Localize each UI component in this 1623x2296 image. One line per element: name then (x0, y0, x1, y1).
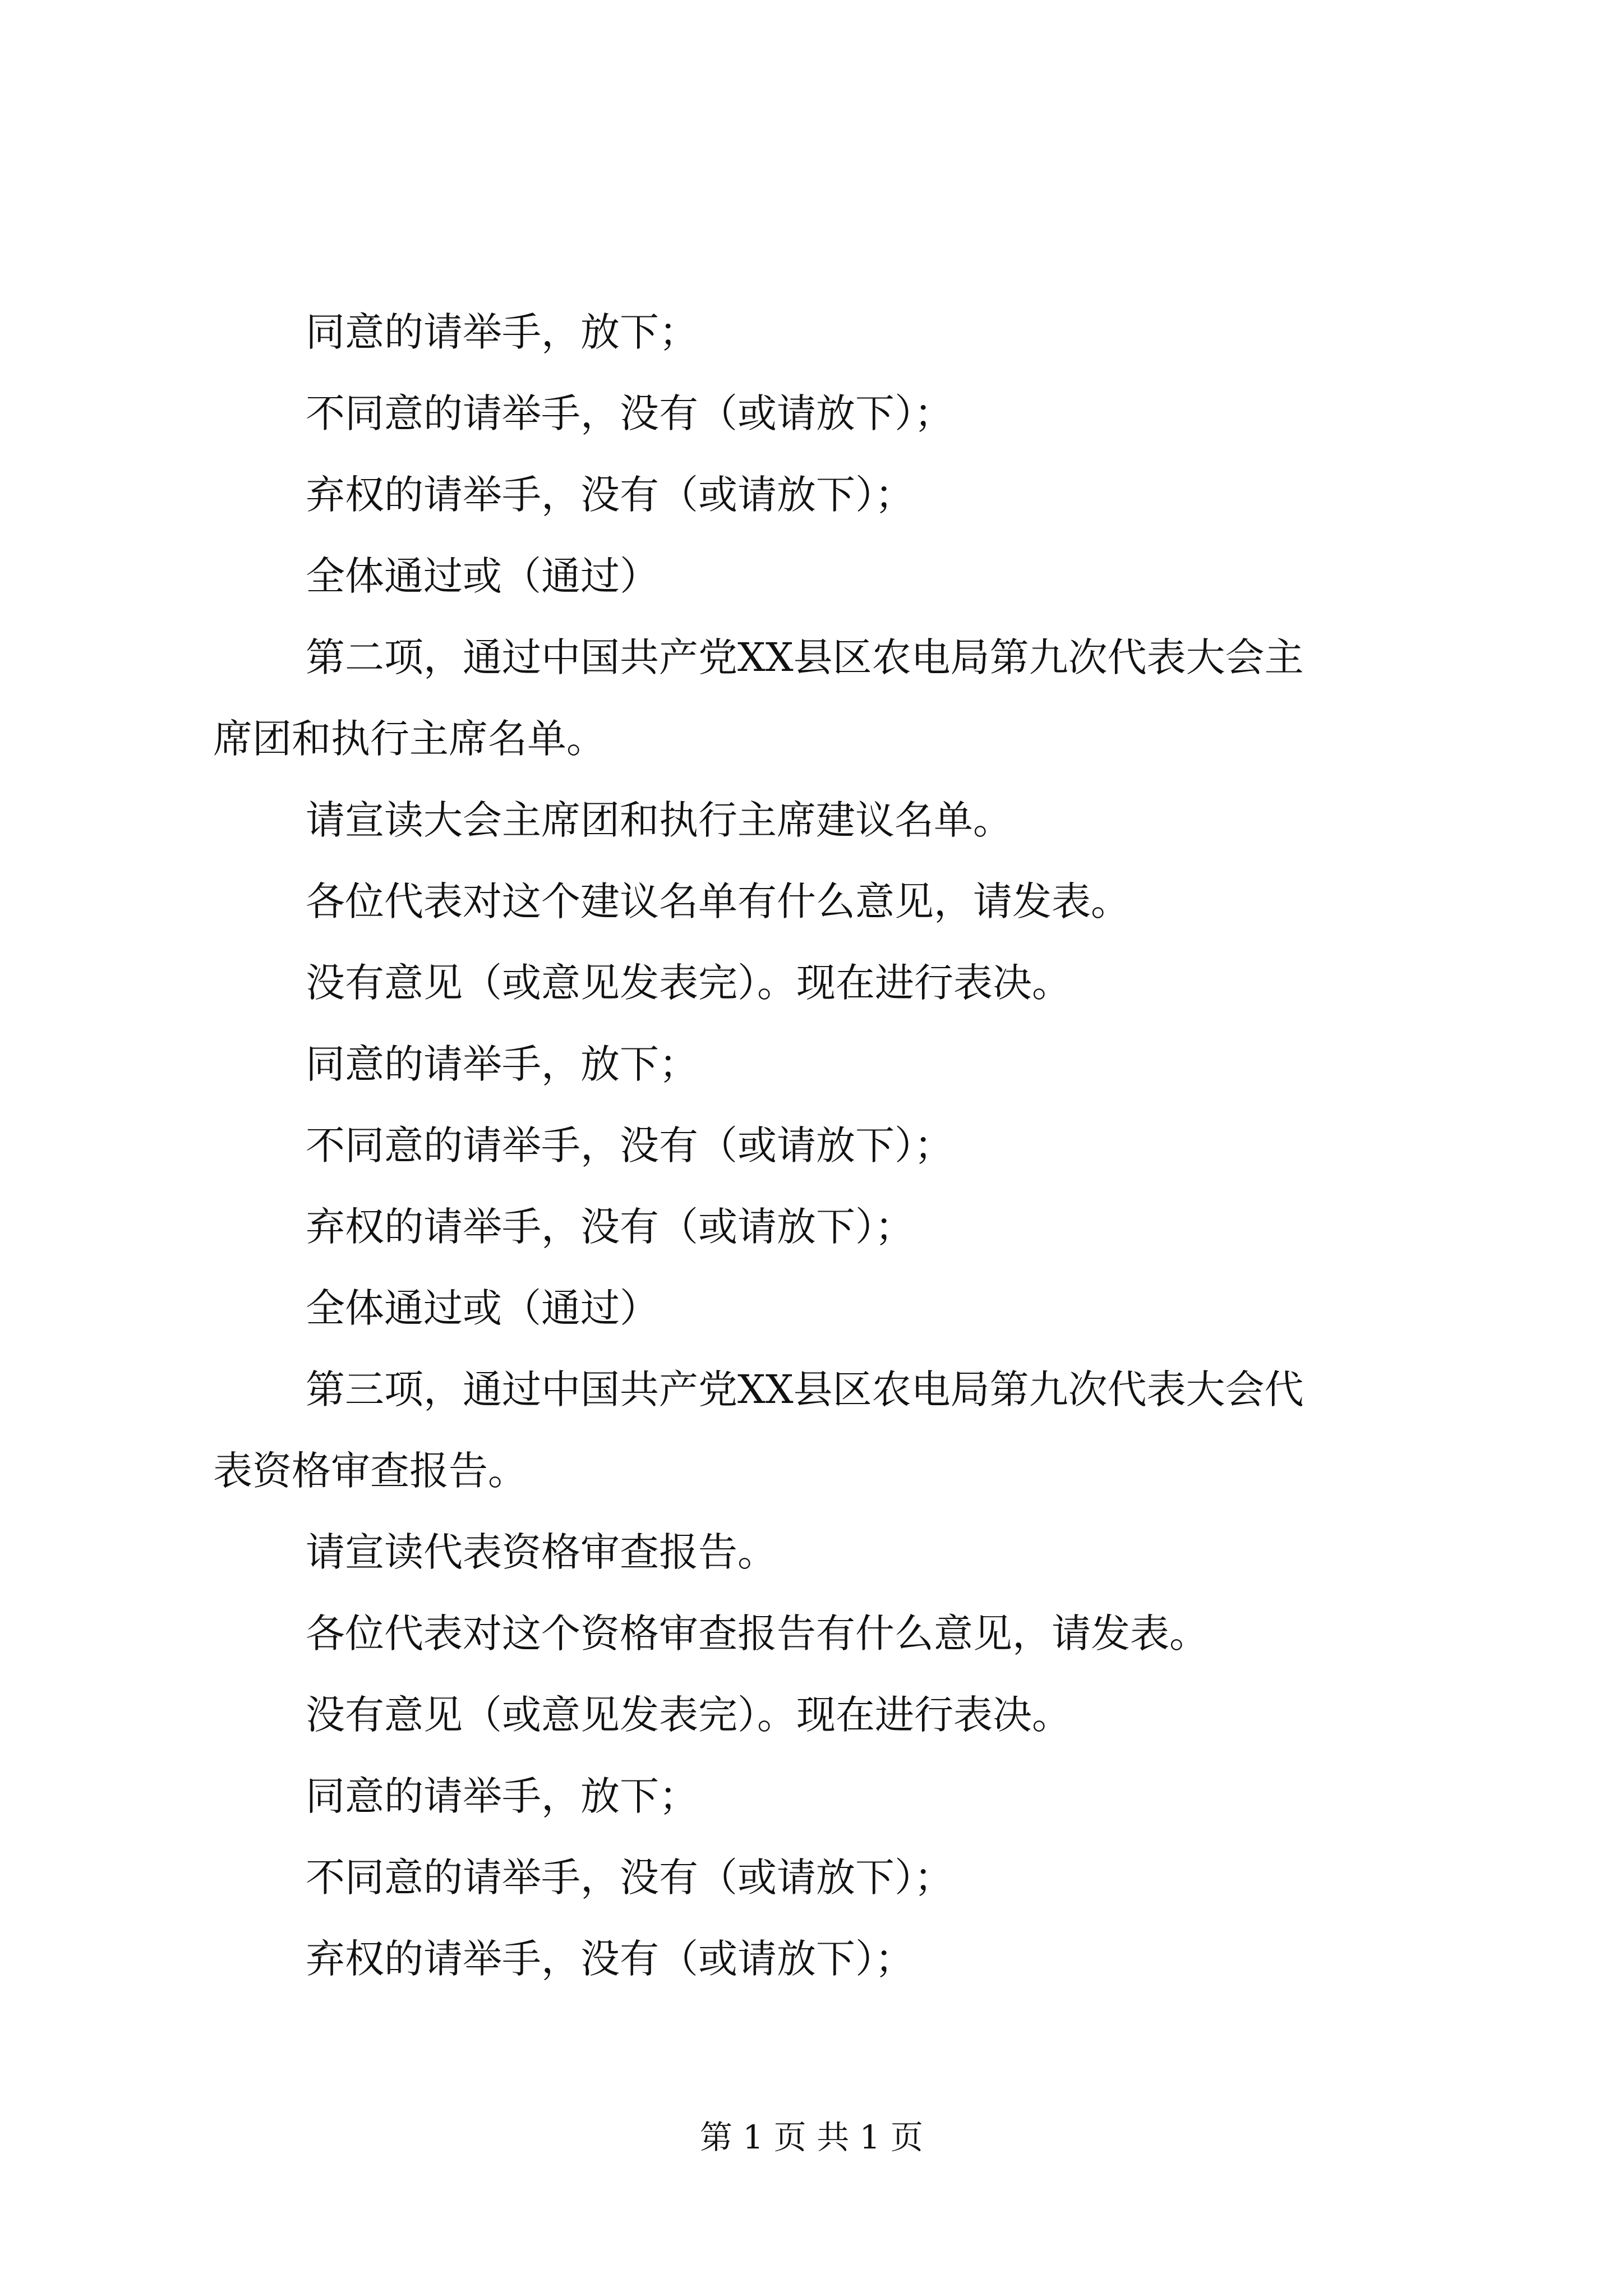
document-line: 全体通过或（通过） (306, 553, 659, 599)
document-line: 不同意的请举手，没有（或请放下）； (306, 1855, 953, 1901)
document-line: 请宣读大会主席团和执行主席建议名单。 (306, 797, 1012, 843)
document-line: 全体通过或（通过） (306, 1285, 659, 1331)
document-line: 不同意的请举手，没有（或请放下）； (306, 1122, 953, 1168)
document-body (213, 292, 1430, 2000)
document-line: 表资格审查报告。 (213, 1448, 527, 1494)
document-line: 各位代表对这个资格审查报告有什么意见，请发表。 (306, 1611, 1209, 1657)
document-line: 第二项，通过中国共产党XX县区农电局第九次代表大会主 (306, 634, 1304, 680)
document-line: 同意的请举手，放下； (306, 309, 698, 355)
document-line: 弃权的请举手，没有（或请放下）； (306, 472, 914, 518)
document-line: 各位代表对这个建议名单有什么意见，请发表。 (306, 878, 1130, 924)
document-line: 没有意见（或意见发表完）。现在进行表决。 (306, 1692, 1071, 1738)
document-line: 同意的请举手，放下； (306, 1041, 698, 1087)
document-line: 同意的请举手，放下； (306, 1773, 698, 1819)
document-line: 请宣读代表资格审查报告。 (306, 1529, 777, 1575)
page-footer: 第 1 页 共 1 页 (700, 2118, 923, 2156)
document-line: 弃权的请举手，没有（或请放下）； (306, 1204, 914, 1250)
document-line: 没有意见（或意见发表完）。现在进行表决。 (306, 960, 1071, 1006)
document-line: 第三项，通过中国共产党XX县区农电局第九次代表大会代 (306, 1366, 1304, 1412)
document-line: 不同意的请举手，没有（或请放下）； (306, 390, 953, 436)
document-line: 弃权的请举手，没有（或请放下）； (306, 1936, 914, 1982)
document-line: 席团和执行主席名单。 (213, 716, 606, 762)
